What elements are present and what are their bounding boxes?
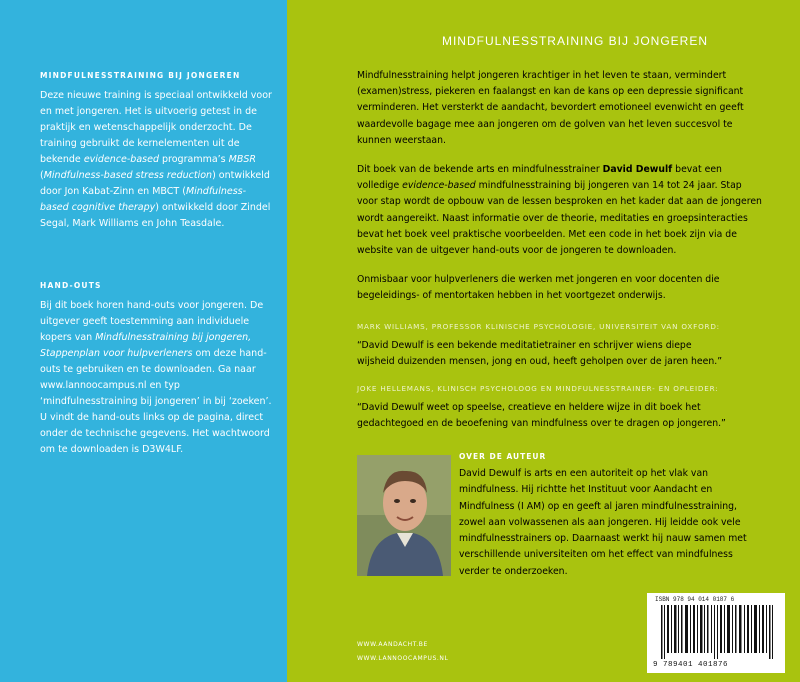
quote-attribution-hellemans: JOKE HELLEMANS, KLINISCH PSYCHOLOOG EN MINDFULNESSTRAINER- EN OPLEIDER: — [357, 384, 719, 393]
handouts-description: Bij dit boek horen hand-outs voor jongeren. De uitgever geeft toestemming aan individuele kopers van Mindfulnesstraining bij jongeren, Stappenplan voor hulpverleners om deze hand-outs te gebruiken en te downloaden. Ga naar www.lannoocampus.nl en typ ‘mindfulnesstraining bij jongeren’ in bij ‘zoeken’. U vindt de hand-outs links op de pagina, direct onder de technische gegevens. Het wachtwoord om te downloaden is D3W4LF. — [40, 300, 272, 455]
quote-hellemans: “David Dewulf weet op speelse, creatieve en heldere wijze in dit boek het gedachtegoed en de beoefening van mindfulness over te dragen op jongeren.” — [357, 402, 726, 429]
section-title-training: MINDFULNESSTRAINING BIJ JONGEREN — [40, 71, 241, 80]
author-section-title: OVER DE AUTEUR — [459, 452, 547, 461]
book-title: MINDFULNESSTRAINING BIJ JONGEREN — [441, 34, 708, 48]
isbn-number: ISBN 978 94 014 0187 6 — [655, 596, 735, 603]
intro-paragraph: Mindfulnesstraining helpt jongeren krachtiger in het leven te staan, vermindert (examen)stress, piekeren en faalangst en kan de kans op een depressie significant verminderen. Het versterkt de aandacht, bevordert emotioneel evenwicht en geeft waardevolle bagage mee aan jongeren om de golven van het leven succesvol te kunnen weerstaan. — [357, 70, 744, 146]
link-lannoocampus[interactable]: WWW.LANNOOCAMPUS.NL — [357, 655, 449, 662]
quote-williams: “David Dewulf is een bekende meditatietrainer en schrijver wiens diepe wijsheid duizenden mensen, jong en oud, heeft geholpen over de jaren heen.” — [357, 340, 723, 367]
left-panel — [0, 0, 287, 682]
link-aandacht[interactable]: WWW.AANDACHT.BE — [357, 641, 428, 648]
audience-paragraph: Onmisbaar voor hulpverleners die werken met jongeren en voor docenten die begeleidings- of mentortaken hebben in het voortgezet onderwijs. — [357, 274, 720, 302]
author-bio: David Dewulf is arts en een autoriteit op het vlak van mindfulness. Hij richtte het Instituut voor Aandacht en Mindfulness (I AM) op en geeft al jaren mindfulnesstraining, zowel aan volwassenen als aan jongeren. Hij leidde ook vele mindfulnesstrainers op. Daarnaast werkt hij nauw samen met verschillende universiteiten om het effect van mindfulness verder te onderzoeken. — [459, 468, 747, 577]
quote-attribution-williams: MARK WILLIAMS, PROFESSOR KLINISCHE PSYCHOLOGIE, UNIVERSITEIT VAN OXFORD: — [357, 322, 720, 331]
barcode-bars — [661, 605, 773, 659]
section-title-handouts: HAND-OUTS — [40, 281, 102, 290]
author-photo — [357, 455, 451, 576]
isbn-barcode — [647, 593, 785, 673]
book-paragraph: Dit boek van de bekende arts en mindfulnesstrainer David Dewulf bevat een volledige evidence-based mindfulnesstraining bij jongeren van 14 tot 24 jaar. Stap voor stap wordt de opbouw van de lessen besproken en het kader dat aan de jongeren wordt aangereikt. Naast informatie over de theorie, meditaties en groepsinteracties bevat het boek veel praktische voorbeelden. Met een code in het boek zijn via de website van de uitgever hand-outs voor de jongeren te downloaden. — [357, 164, 762, 257]
training-section — [40, 68, 272, 232]
training-description: Deze nieuwe training is speciaal ontwikkeld voor en met jongeren. Het is uitvoerig getest in de praktijk en wetenschappelijk onderzocht. De training gebruikt de kernelementen uit de bekende evidence-based programma’s MBSR (Mindfulness-based stress reduction) ontwikkeld door Jon Kabat-Zinn en MBCT (Mindfulness-based cognitive therapy) ontwikkeld door Zindel Segal, Mark Williams en John Teasdale. — [40, 90, 272, 229]
handouts-section — [40, 278, 272, 458]
barcode-digits: 9 789401 401876 — [653, 661, 729, 669]
